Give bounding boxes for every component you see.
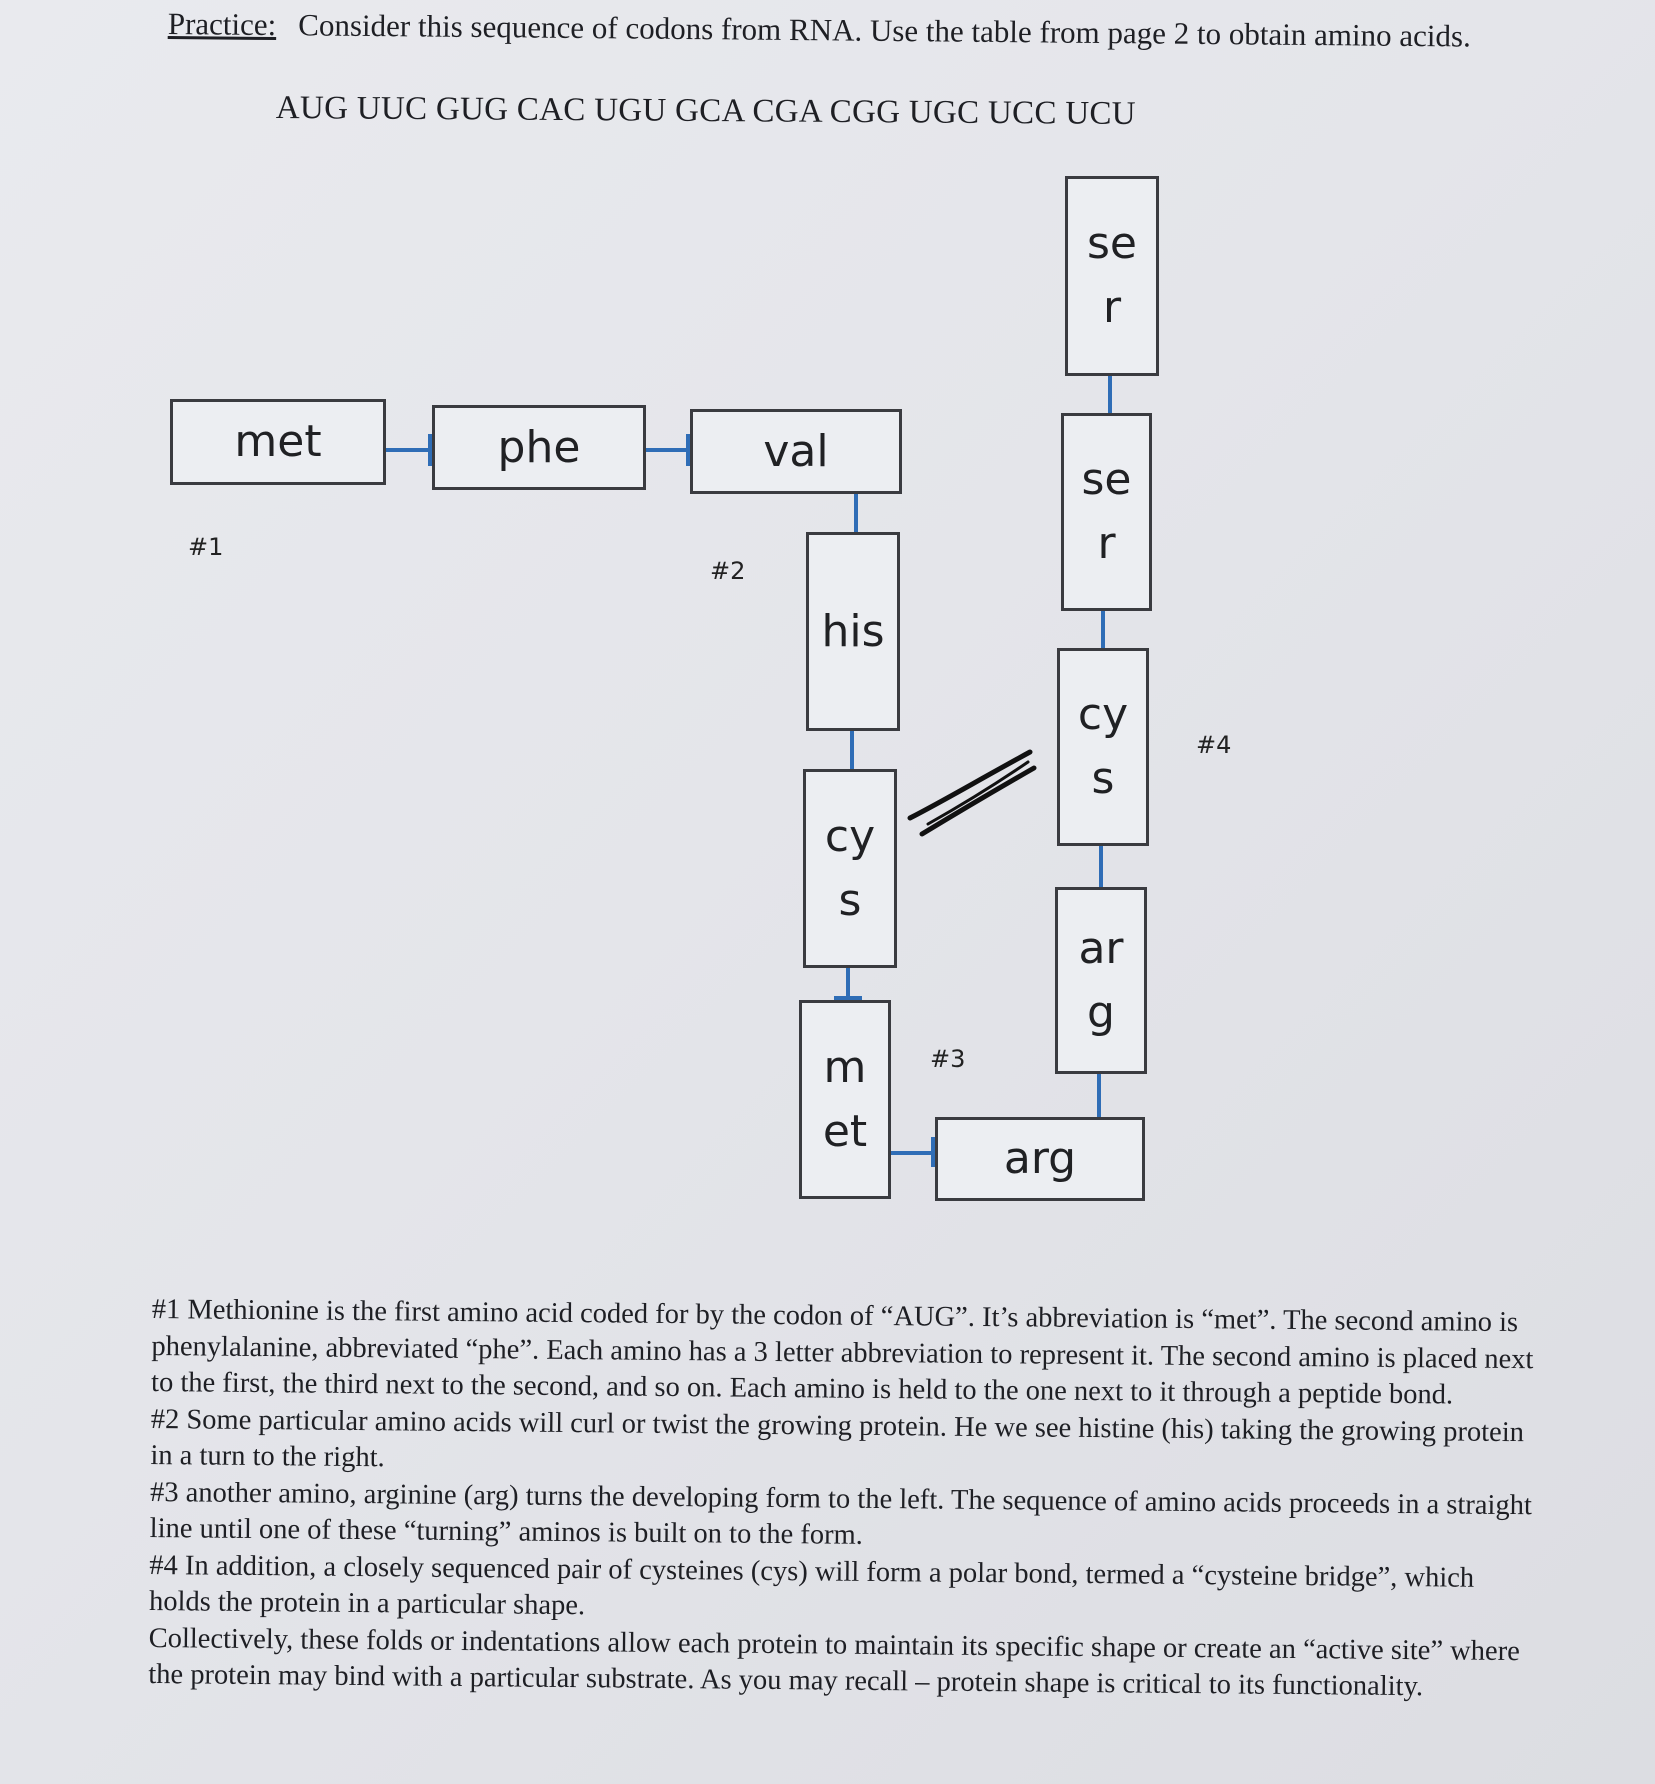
explanation-paragraph-4: #4 In addition, a closely sequenced pair of cysteines (cys) will form a polar bond, termed a “cysteine bridge”, which holds the protein in a particular shape. [148,1549,1475,1622]
amino-box-cys-2 [1057,648,1149,846]
marker-1: #1 [188,533,224,561]
explanation-paragraph-2: #2 Some particular amino acids will curl or twist the growing protein. He we see histine (his) taking the growing protein in a turn to the right. [150,1403,1525,1474]
marker-4: #4 [1196,731,1232,759]
peptide-bond [386,448,432,452]
peptide-bond [1099,846,1103,887]
amino-box-ser-1 [1065,176,1159,376]
amino-label: se [1087,218,1137,270]
explanation-paragraph-1: #1 Methionine is the first amino acid coded for by the codon of “AUG”. It’s abbreviation is “met”. The second amino is phenylalanine, abbreviated “phe”. Each amino has a 3 letter abbreviation to represent it. The second amino is placed next to the first, the third next to the second, and so on. Each amino is held to the one next to it through a peptide bond. [150,1293,1534,1411]
peptide-bond [891,1151,935,1155]
peptide-bond [854,494,858,532]
amino-label: cy [824,810,876,862]
amino-label: phe [497,421,581,473]
marker-3: #3 [930,1045,966,1073]
amino-label: ar [1078,922,1124,974]
cysteine-bridge-icon [900,740,1040,840]
peptide-bond [850,731,854,769]
amino-label: val [763,425,829,477]
amino-label: g [1087,986,1115,1038]
practice-label: Practice: [167,6,277,43]
amino-label: et [822,1105,868,1157]
amino-label: arg [1003,1133,1077,1185]
amino-label: se [1081,454,1132,506]
amino-label: s [838,874,862,926]
marker-2: #2 [710,557,746,585]
amino-box-met-2 [799,1000,891,1199]
codon-sequence: AUG UUC GUG CAC UGU GCA CGA CGG UGC UCC UCU [275,90,1136,133]
peptide-bond [1097,1074,1101,1117]
amino-box-phe [432,405,646,490]
amino-label: cy [1077,689,1129,741]
explanation-paragraph-5: Collectively, these folds or indentations allow each protein to maintain its specific shape or create an “active site” where the protein may bind with a particular substrate. As you may recall – protein shape is critical to its functionality. [148,1622,1520,1703]
amino-box-arg-2 [1055,887,1147,1074]
amino-label: his [821,605,885,657]
instruction-text: Consider this sequence of codons from RNA. Use the table from page 2 to obtain amino acids. [298,7,1471,54]
amino-box-cys-1 [803,769,897,968]
amino-box-ser-2 [1061,413,1152,611]
amino-label: m [823,1041,867,1093]
amino-box-met-1 [170,399,386,485]
amino-box-his [806,532,900,731]
amino-label: r [1097,518,1116,569]
explanation-paragraph-3: #3 another amino, arginine (arg) turns the developing form to the left. The sequence of amino acids proceeds in a straight line until one of these “turning” aminos is built on to the form. [149,1476,1533,1551]
amino-box-arg-1 [935,1117,1145,1201]
peptide-bond [646,448,690,452]
peptide-bond [1108,376,1112,413]
amino-label: r [1102,282,1122,333]
amino-label: s [1091,753,1115,804]
practice-instruction [168,6,1568,55]
amino-label: met [234,416,322,468]
explanation-text [148,1292,1542,1707]
peptide-bond [1101,611,1105,648]
amino-box-val [690,409,902,494]
